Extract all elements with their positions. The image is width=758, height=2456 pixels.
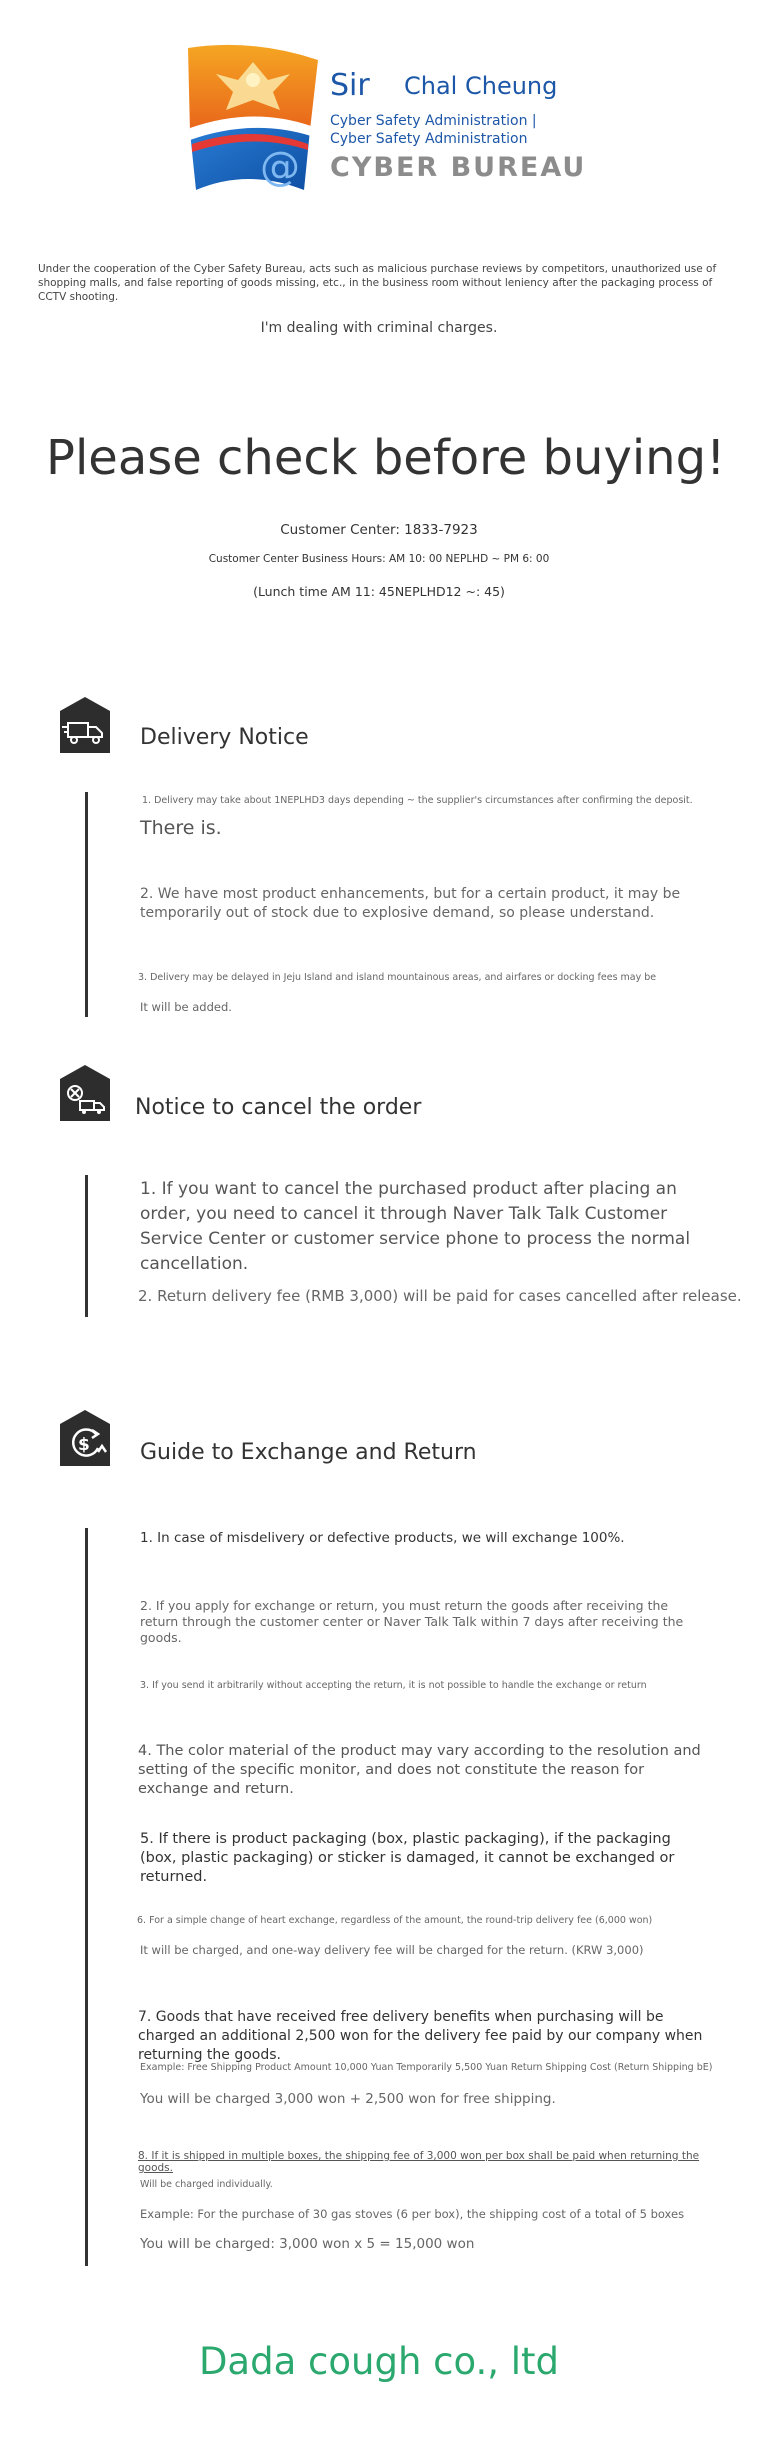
- svg-text:@: @: [260, 144, 300, 190]
- business-hours: Customer Center Business Hours: AM 10: 00 NEPLHD ~ PM 6: 00: [208, 553, 550, 565]
- exchange-item-5: 5. If there is product packaging (box, plastic packaging), if the packaging (box, plastic packaging) or sticker is damaged, it cannot be exchanged or returned.: [140, 1831, 675, 1885]
- delivery-item-1-cont: There is.: [140, 817, 222, 839]
- exchange-item-7-charge: You will be charged 3,000 won + 2,500 won for free shipping.: [140, 2091, 556, 2107]
- exchange-item-7-example: Example: Free Shipping Product Amount 10,000 Yuan Temporarily 5,500 Yuan Return Shipping Cost (Return Shipping bE): [140, 2062, 713, 2073]
- brand-bureau: CYBER BUREAU: [330, 152, 587, 183]
- cyber-bureau-logo: [178, 40, 328, 198]
- lunch-time: (Lunch time AM 11: 45NEPLHD12 ~: 45): [253, 584, 505, 599]
- exchange-section-title: Guide to Exchange and Return: [140, 1440, 477, 1465]
- exchange-item-8-cont: Will be charged individually.: [140, 2179, 273, 2190]
- exchange-item-3: 3. If you send it arbitrarily without accepting the return, it is not possible to handle the exchange or return: [140, 1680, 647, 1691]
- company-name: Dada cough co., ltd: [198, 2340, 560, 2383]
- page-title: Please check before buying!: [46, 430, 726, 486]
- delivery-item-2: 2. We have most product enhancements, but for a certain product, it may be temporarily out of stock due to explosive demand, so please understand.: [140, 886, 681, 921]
- cancel-item-1: 1. If you want to cancel the purchased product after placing an order, you need to cancel it through Naver Talk Talk Customer Service Center or customer service phone to process the normal cancellation.: [140, 1179, 691, 1274]
- exchange-item-2: 2. If you apply for exchange or return, you must return the goods after receiving the return through the customer center or Naver Talk Talk within 7 days after receiving the goods.: [140, 1598, 684, 1645]
- dealing-text: I'm dealing with criminal charges.: [260, 320, 498, 336]
- exchange-item-6: 6. For a simple change of heart exchange, regardless of the amount, the round-trip delivery fee (6,000 won): [137, 1915, 653, 1926]
- intro-text: Under the cooperation of the Cyber Safety Bureau, acts such as malicious purchase reviews by competitors, unauthorized use of shopping malls, and false reporting of goods missing, etc., in the business room without leniency after the packaging process of CCTV shooting.: [38, 263, 717, 303]
- cancel-item-2: 2. Return delivery fee (RMB 3,000) will be paid for cases cancelled after release.: [138, 1287, 742, 1305]
- exchange-item-7: 7. Goods that have received free delivery benefits when purchasing will be charged an additional 2,500 won for the delivery fee paid by our company when returning the goods.: [138, 2009, 703, 2063]
- exchange-item-8-charge: You will be charged: 3,000 won x 5 = 15,000 won: [140, 2236, 475, 2252]
- exchange-item-4: 4. The color material of the product may vary according to the resolution and setting of the specific monitor, and does not constitute the reason for exchange and return.: [138, 1743, 701, 1797]
- dollar-exchange-icon: [58, 1408, 112, 1470]
- cancel-section-title: Notice to cancel the order: [135, 1095, 422, 1120]
- delivery-item-1: 1. Delivery may take about 1NEPLHD3 days depending ~ the supplier's circumstances after confirming the deposit.: [142, 795, 693, 806]
- customer-center-phone: Customer Center: 1833-7923: [280, 522, 478, 538]
- brand-subtitle-2: Cyber Safety Administration: [330, 131, 528, 147]
- section-divider: [85, 1175, 88, 1317]
- exchange-item-8-example: Example: For the purchase of 30 gas stoves (6 per box), the shipping cost of a total of 5 boxes: [140, 2207, 685, 2221]
- cancel-delivery-icon: [58, 1063, 112, 1125]
- exchange-item-6-cont: It will be charged, and one-way delivery fee will be charged for the return. (KRW 3,000): [140, 1943, 644, 1957]
- brand-subtitle-1: Cyber Safety Administration |: [330, 113, 537, 129]
- brand-sir: Sir: [330, 68, 370, 103]
- eagle-emblem-icon: [178, 40, 328, 198]
- delivery-item-3-cont: It will be added.: [140, 1000, 232, 1014]
- section-divider: [85, 792, 88, 1017]
- svg-text:$: $: [78, 1435, 90, 1455]
- delivery-item-3: 3. Delivery may be delayed in Jeju Island and island mountainous areas, and airfares or docking fees may be: [138, 972, 657, 983]
- delivery-truck-icon: [58, 695, 112, 757]
- exchange-item-8: 8. If it is shipped in multiple boxes, the shipping fee of 3,000 won per box shall be paid when returning the goods.: [138, 2150, 700, 2174]
- delivery-section-title: Delivery Notice: [140, 725, 309, 750]
- section-divider: [85, 1528, 88, 2266]
- brand-name: Chal Cheung: [404, 72, 558, 100]
- exchange-item-1: 1. In case of misdelivery or defective products, we will exchange 100%.: [140, 1530, 625, 1546]
